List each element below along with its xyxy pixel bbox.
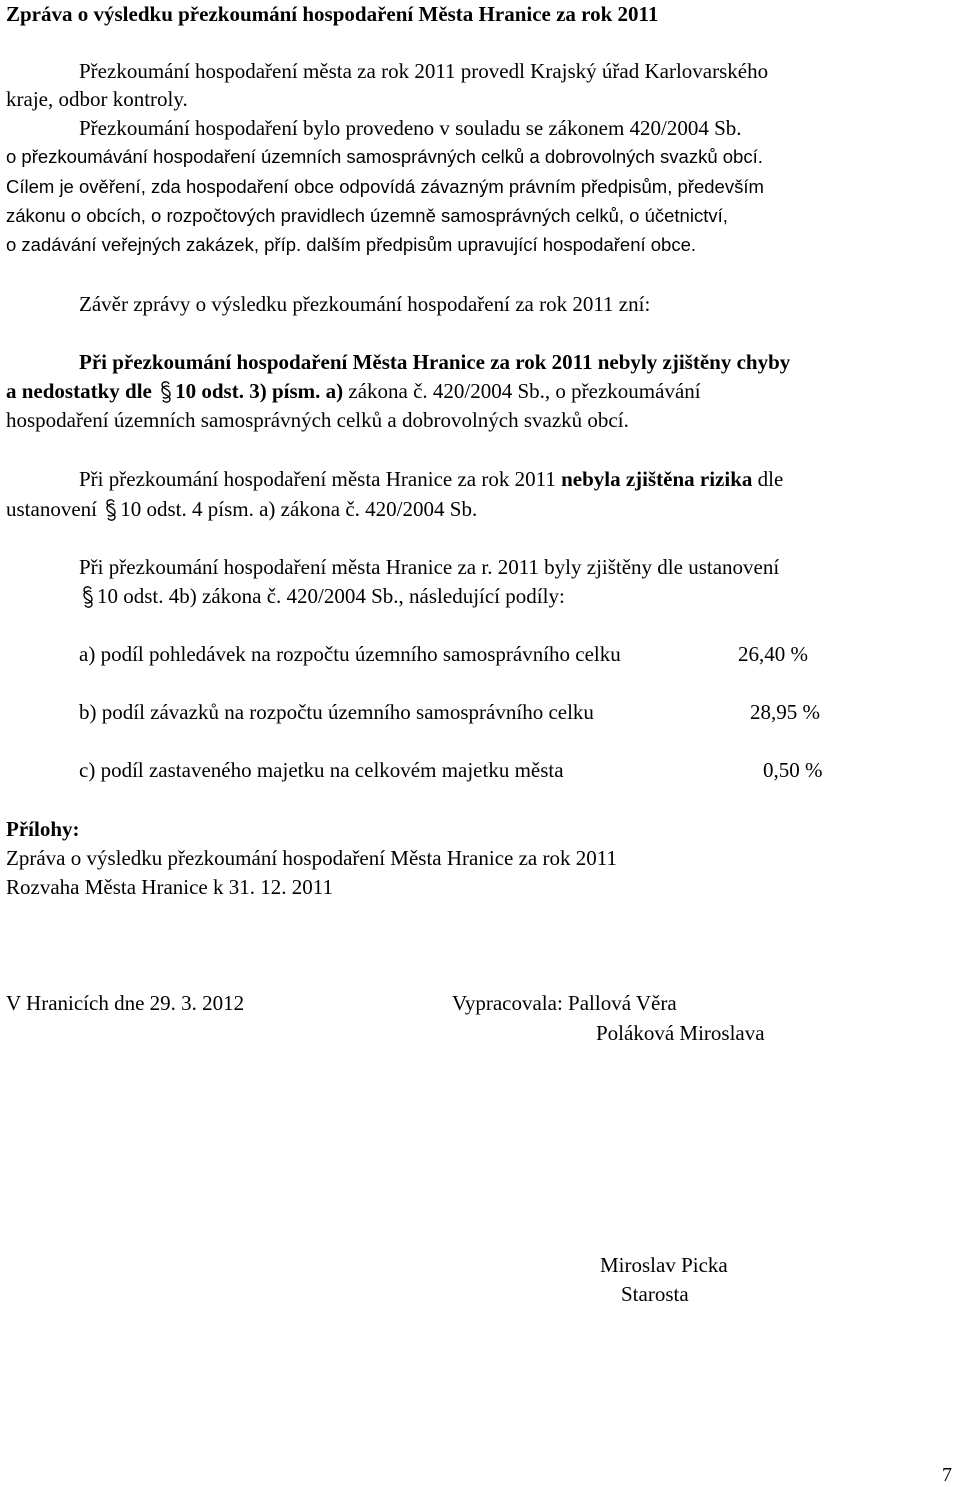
finding-1-line-2 <box>6 378 701 404</box>
section-sign-icon <box>79 583 97 609</box>
attachments-heading: Přílohy: <box>6 817 80 841</box>
prepared-by-label: Vypracovala: Pallová Věra <box>452 991 677 1015</box>
finding-3-text-b: , následující podíly: <box>398 584 565 608</box>
attachment-item: Rozvaha Města Hranice k 31. 12. 2011 <box>6 875 333 899</box>
intro-line-6: zákonu o obcích, o rozpočtových pravidlech územně samosprávných celků, o účetnictví, <box>6 205 728 226</box>
finding-3-reference: 10 odst. 4b) zákona č. 420/2004 Sb. <box>97 584 399 608</box>
finding-1-line-1: Při přezkoumání hospodaření Města Hranice za rok 2011 nebyly zjištěny chyby <box>79 350 791 374</box>
finding-1-law: zákona č. 420/2004 Sb. <box>343 379 545 403</box>
finding-3-line-1: Při přezkoumání hospodaření města Hranice za r. 2011 byly zjištěny dle ustanovení <box>79 555 780 579</box>
finding-1-text-d: , o přezkoumávání <box>544 379 701 403</box>
place-date: V Hranicích dne 29. 3. 2012 <box>6 991 245 1015</box>
intro-line-7: o zadávání veřejných zakázek, příp. dalším předpisům upravující hospodaření obce. <box>6 234 697 255</box>
share-b-label: b) podíl závazků na rozpočtu územního samosprávního celku <box>79 700 594 724</box>
share-a-value: 26,40 % <box>738 642 808 666</box>
document-title: Zpráva o výsledku přezkoumání hospodaření Města Hranice za rok 2011 <box>6 2 659 26</box>
conclusion-heading: Závěr zprávy o výsledku přezkoumání hospodaření za rok 2011 zní: <box>79 292 651 316</box>
section-sign-icon <box>102 496 120 522</box>
intro-line-3: Přezkoumání hospodaření bylo provedeno v souladu se zákonem 420/2004 Sb. <box>79 116 742 140</box>
attachment-item: Zpráva o výsledku přezkoumání hospodaření Města Hranice za rok 2011 <box>6 846 617 870</box>
page-number: 7 <box>942 1464 952 1486</box>
finding-2-risk-statement: nebyla zjištěna rizika <box>561 467 753 491</box>
finding-2-text-d: ustanovení <box>6 497 103 521</box>
finding-2-line-2 <box>6 496 477 522</box>
finding-2-line-1 <box>79 466 783 492</box>
mayor-name: Miroslav Picka <box>600 1253 728 1277</box>
prepared-by-second: Poláková Miroslava <box>596 1021 765 1045</box>
intro-line-1: Přezkoumání hospodaření města za rok 2011 provedl Krajský úřad Karlovarského <box>79 59 769 83</box>
share-a-label: a) podíl pohledávek na rozpočtu územního samosprávního celku <box>79 642 621 666</box>
finding-1-text-a: a nedostatky dle <box>6 379 158 403</box>
share-c-label: c) podíl zastaveného majetku na celkovém majetku města <box>79 758 564 782</box>
finding-2-text-a: Při přezkoumání hospodaření města Hranice za rok 2011 <box>79 467 562 491</box>
finding-2-text-c: dle <box>752 467 784 491</box>
finding-2-reference: 10 odst. 4 písm. a) zákona č. 420/2004 Sb. <box>120 497 478 521</box>
finding-1-line-3: hospodaření územních samosprávných celků a dobrovolných svazků obcí. <box>6 408 629 432</box>
mayor-title: Starosta <box>621 1282 689 1306</box>
intro-line-5: Cílem je ověření, zda hospodaření obce odpovídá závazným právním předpisům, především <box>6 176 764 197</box>
finding-1-reference: 10 odst. 3) písm. a) <box>175 379 344 403</box>
section-sign-icon <box>157 378 175 404</box>
finding-3-line-2 <box>79 583 565 609</box>
intro-line-2: kraje, odbor kontroly. <box>6 87 188 111</box>
share-b-value: 28,95 % <box>750 700 820 724</box>
intro-line-4: o přezkoumávání hospodaření územních samosprávných celků a dobrovolných svazků obcí. <box>6 146 763 167</box>
share-c-value: 0,50 % <box>763 758 823 782</box>
